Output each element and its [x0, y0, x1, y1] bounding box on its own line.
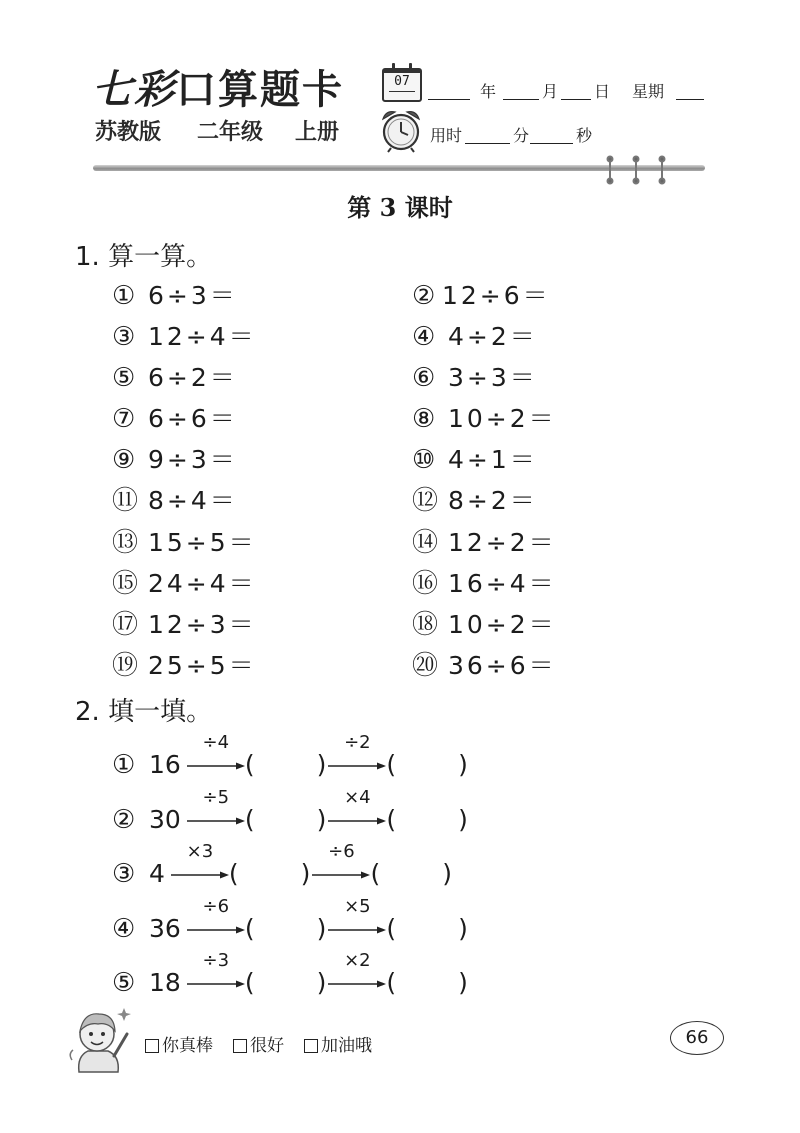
paren-open: (	[244, 914, 255, 943]
division-expression: 12÷3＝	[148, 610, 257, 639]
calc-item	[412, 363, 538, 393]
start-number: 16	[149, 750, 181, 779]
division-expression: 25÷5＝	[148, 651, 257, 680]
cartoon-mascot-icon	[64, 1004, 136, 1074]
paren-open: (	[228, 859, 239, 888]
item-number: ⑰	[112, 610, 139, 640]
calc-item	[412, 322, 538, 352]
lesson-title: 第 3 课时	[347, 193, 453, 222]
answer-blank[interactable]	[255, 750, 317, 780]
right-arrow-icon	[328, 805, 386, 835]
item-number: ⑦	[112, 404, 136, 434]
item-number: ②	[112, 805, 136, 835]
rating-label: 你真棒	[162, 1036, 213, 1056]
edition-volume: 上册	[295, 120, 340, 145]
paren-open: (	[244, 968, 255, 997]
right-arrow-icon	[171, 859, 229, 889]
division-expression: 10÷2＝	[448, 610, 557, 639]
paren-open: (	[386, 914, 397, 943]
operation-label: ×2	[344, 950, 371, 971]
calc-item	[412, 651, 557, 681]
operation-label: ÷6	[202, 896, 230, 917]
rating-checkbox[interactable]	[233, 1039, 247, 1053]
calc-item	[112, 363, 238, 393]
item-number: ④	[112, 914, 136, 944]
operation-arrow	[328, 732, 386, 780]
paren-close: )	[458, 914, 468, 943]
calc-item	[112, 404, 238, 434]
operation-arrow	[328, 896, 386, 944]
answer-blank[interactable]	[255, 914, 317, 944]
paren-close: )	[316, 968, 327, 997]
item-number: ⑫	[412, 486, 439, 516]
operation-arrow	[187, 950, 245, 998]
paren-close: )	[316, 750, 327, 779]
item-number: ⑭	[412, 528, 439, 558]
date-weekday-blank[interactable]	[676, 83, 704, 100]
operation-label: ×4	[344, 787, 371, 808]
answer-blank[interactable]	[239, 859, 301, 889]
operation-arrow	[312, 841, 370, 889]
rating-option-keep-going	[304, 1036, 372, 1056]
time-seconds-label: 秒	[576, 126, 593, 145]
start-number: 36	[149, 914, 181, 943]
division-expression: 15÷5＝	[148, 528, 257, 557]
logo-accent-text: 七彩	[92, 66, 176, 113]
calendar-icon	[382, 68, 422, 102]
item-number: ⑯	[412, 569, 439, 599]
item-number: ①	[112, 281, 136, 311]
paren-open: (	[386, 968, 397, 997]
item-number: ⑮	[112, 569, 139, 599]
right-arrow-icon	[328, 968, 386, 998]
answer-blank[interactable]	[396, 968, 458, 998]
rating-option-good	[233, 1036, 284, 1056]
paren-open: (	[386, 750, 397, 779]
paren-close: )	[300, 859, 311, 888]
answer-blank[interactable]	[380, 859, 442, 889]
operation-arrow	[328, 787, 386, 835]
item-number: ①	[112, 750, 136, 780]
binder-rings-icon	[600, 152, 670, 188]
calendar-ring	[409, 63, 412, 71]
chain-item	[112, 732, 468, 780]
division-expression: 12÷6＝	[442, 281, 551, 310]
paren-close: )	[316, 805, 327, 834]
division-expression: 12÷2＝	[448, 528, 557, 557]
section-2-heading: 2. 填一填。	[75, 697, 213, 727]
operation-label: ÷3	[202, 950, 230, 971]
section-1-heading: 1. 算一算。	[75, 242, 213, 272]
operation-arrow	[187, 896, 245, 944]
right-arrow-icon	[187, 750, 245, 780]
division-expression: 8÷2＝	[448, 486, 538, 515]
calc-item	[412, 569, 557, 599]
item-number: ⑨	[112, 445, 136, 475]
paren-open: (	[244, 805, 255, 834]
start-number: 18	[149, 968, 181, 997]
item-number: ③	[112, 322, 136, 352]
brand-logo	[92, 66, 344, 114]
logo-main-text: 口算题卡	[176, 67, 344, 113]
right-arrow-icon	[328, 914, 386, 944]
division-expression: 6÷6＝	[148, 404, 238, 433]
item-number: ⑱	[412, 610, 439, 640]
time-used-label: 用时	[430, 126, 463, 145]
paren-close: )	[316, 914, 327, 943]
right-arrow-icon	[187, 968, 245, 998]
item-number: ②	[412, 281, 436, 311]
division-expression: 8÷4＝	[148, 486, 238, 515]
rating-checkbox[interactable]	[145, 1039, 159, 1053]
division-expression: 6÷2＝	[148, 363, 238, 392]
item-number: ③	[112, 859, 136, 889]
calendar-day: 07	[394, 74, 410, 89]
paren-close: )	[458, 968, 468, 997]
answer-blank[interactable]	[255, 968, 317, 998]
calc-item	[112, 281, 238, 311]
operation-arrow	[171, 841, 229, 889]
item-number: ⑤	[112, 363, 136, 393]
division-expression: 36÷6＝	[448, 651, 557, 680]
division-expression: 6÷3＝	[148, 281, 238, 310]
item-number: ⑬	[112, 528, 139, 558]
date-month-blank[interactable]	[503, 83, 539, 100]
chain-item	[112, 950, 468, 998]
division-expression: 16÷4＝	[448, 569, 557, 598]
calc-item	[412, 528, 557, 558]
calc-item	[112, 445, 238, 475]
time-seconds-blank[interactable]	[530, 127, 573, 144]
division-expression: 12÷4＝	[148, 322, 257, 351]
date-year-blank[interactable]	[428, 83, 470, 100]
date-day-blank[interactable]	[561, 83, 591, 100]
answer-blank[interactable]	[396, 750, 458, 780]
operation-arrow	[187, 732, 245, 780]
time-minutes-label: 分	[513, 126, 530, 145]
calc-item	[412, 610, 557, 640]
alarm-clock-icon	[379, 107, 423, 153]
rating-option-great	[145, 1036, 213, 1056]
date-month-label: 月	[542, 82, 559, 101]
paren-close: )	[442, 859, 452, 888]
chain-item	[112, 841, 452, 889]
operation-label: ÷5	[202, 787, 230, 808]
item-number: ④	[412, 322, 436, 352]
calc-item	[412, 486, 538, 516]
page-number: 66	[670, 1021, 724, 1055]
answer-blank[interactable]	[396, 805, 458, 835]
date-year-label: 年	[480, 82, 497, 101]
paren-close: )	[458, 805, 468, 834]
date-day-label: 日	[594, 82, 611, 101]
item-number: ⑪	[112, 486, 139, 516]
operation-label: ×3	[186, 841, 214, 862]
right-arrow-icon	[187, 914, 245, 944]
calc-item	[412, 404, 557, 434]
time-minutes-blank[interactable]	[465, 127, 510, 144]
calendar-line	[389, 91, 415, 92]
division-expression: 3÷3＝	[448, 363, 538, 392]
calc-item	[412, 445, 538, 475]
operation-label: ÷2	[344, 732, 371, 753]
operation-label: ÷4	[202, 732, 230, 753]
division-expression: 4÷2＝	[448, 322, 538, 351]
paren-open: (	[386, 805, 397, 834]
calc-item	[112, 486, 238, 516]
item-number: ⑤	[112, 968, 136, 998]
rating-label: 加油哦	[321, 1036, 372, 1056]
calc-item	[112, 322, 257, 352]
calc-item	[112, 610, 257, 640]
operation-arrow	[328, 950, 386, 998]
paren-open: (	[370, 859, 381, 888]
rating-label: 很好	[250, 1036, 284, 1056]
operation-label: ÷6	[328, 841, 355, 862]
item-number: ⑧	[412, 404, 436, 434]
division-expression: 24÷4＝	[148, 569, 257, 598]
start-number: 30	[149, 805, 181, 834]
paren-open: (	[244, 750, 255, 779]
paren-close: )	[458, 750, 468, 779]
calc-item	[112, 651, 257, 681]
item-number: ⑥	[412, 363, 436, 393]
operation-arrow	[187, 787, 245, 835]
division-expression: 10÷2＝	[448, 404, 557, 433]
start-number: 4	[149, 859, 165, 888]
edition-grade: 二年级	[197, 120, 264, 145]
calc-item	[112, 569, 257, 599]
item-number: ⑩	[412, 445, 436, 475]
right-arrow-icon	[187, 805, 245, 835]
calc-item	[112, 528, 257, 558]
answer-blank[interactable]	[255, 805, 317, 835]
chain-item	[112, 896, 468, 944]
date-weekday-label: 星期	[632, 82, 665, 101]
division-expression: 9÷3＝	[148, 445, 238, 474]
calendar-ring	[392, 63, 395, 71]
right-arrow-icon	[312, 859, 370, 889]
division-expression: 4÷1＝	[448, 445, 538, 474]
item-number: ⑳	[412, 651, 439, 681]
edition-publisher: 苏教版	[95, 120, 162, 145]
calc-item	[412, 281, 551, 311]
right-arrow-icon	[328, 750, 386, 780]
answer-blank[interactable]	[396, 914, 458, 944]
rating-checkbox[interactable]	[304, 1039, 318, 1053]
operation-label: ×5	[344, 896, 371, 917]
item-number: ⑲	[112, 651, 139, 681]
chain-item	[112, 787, 468, 835]
